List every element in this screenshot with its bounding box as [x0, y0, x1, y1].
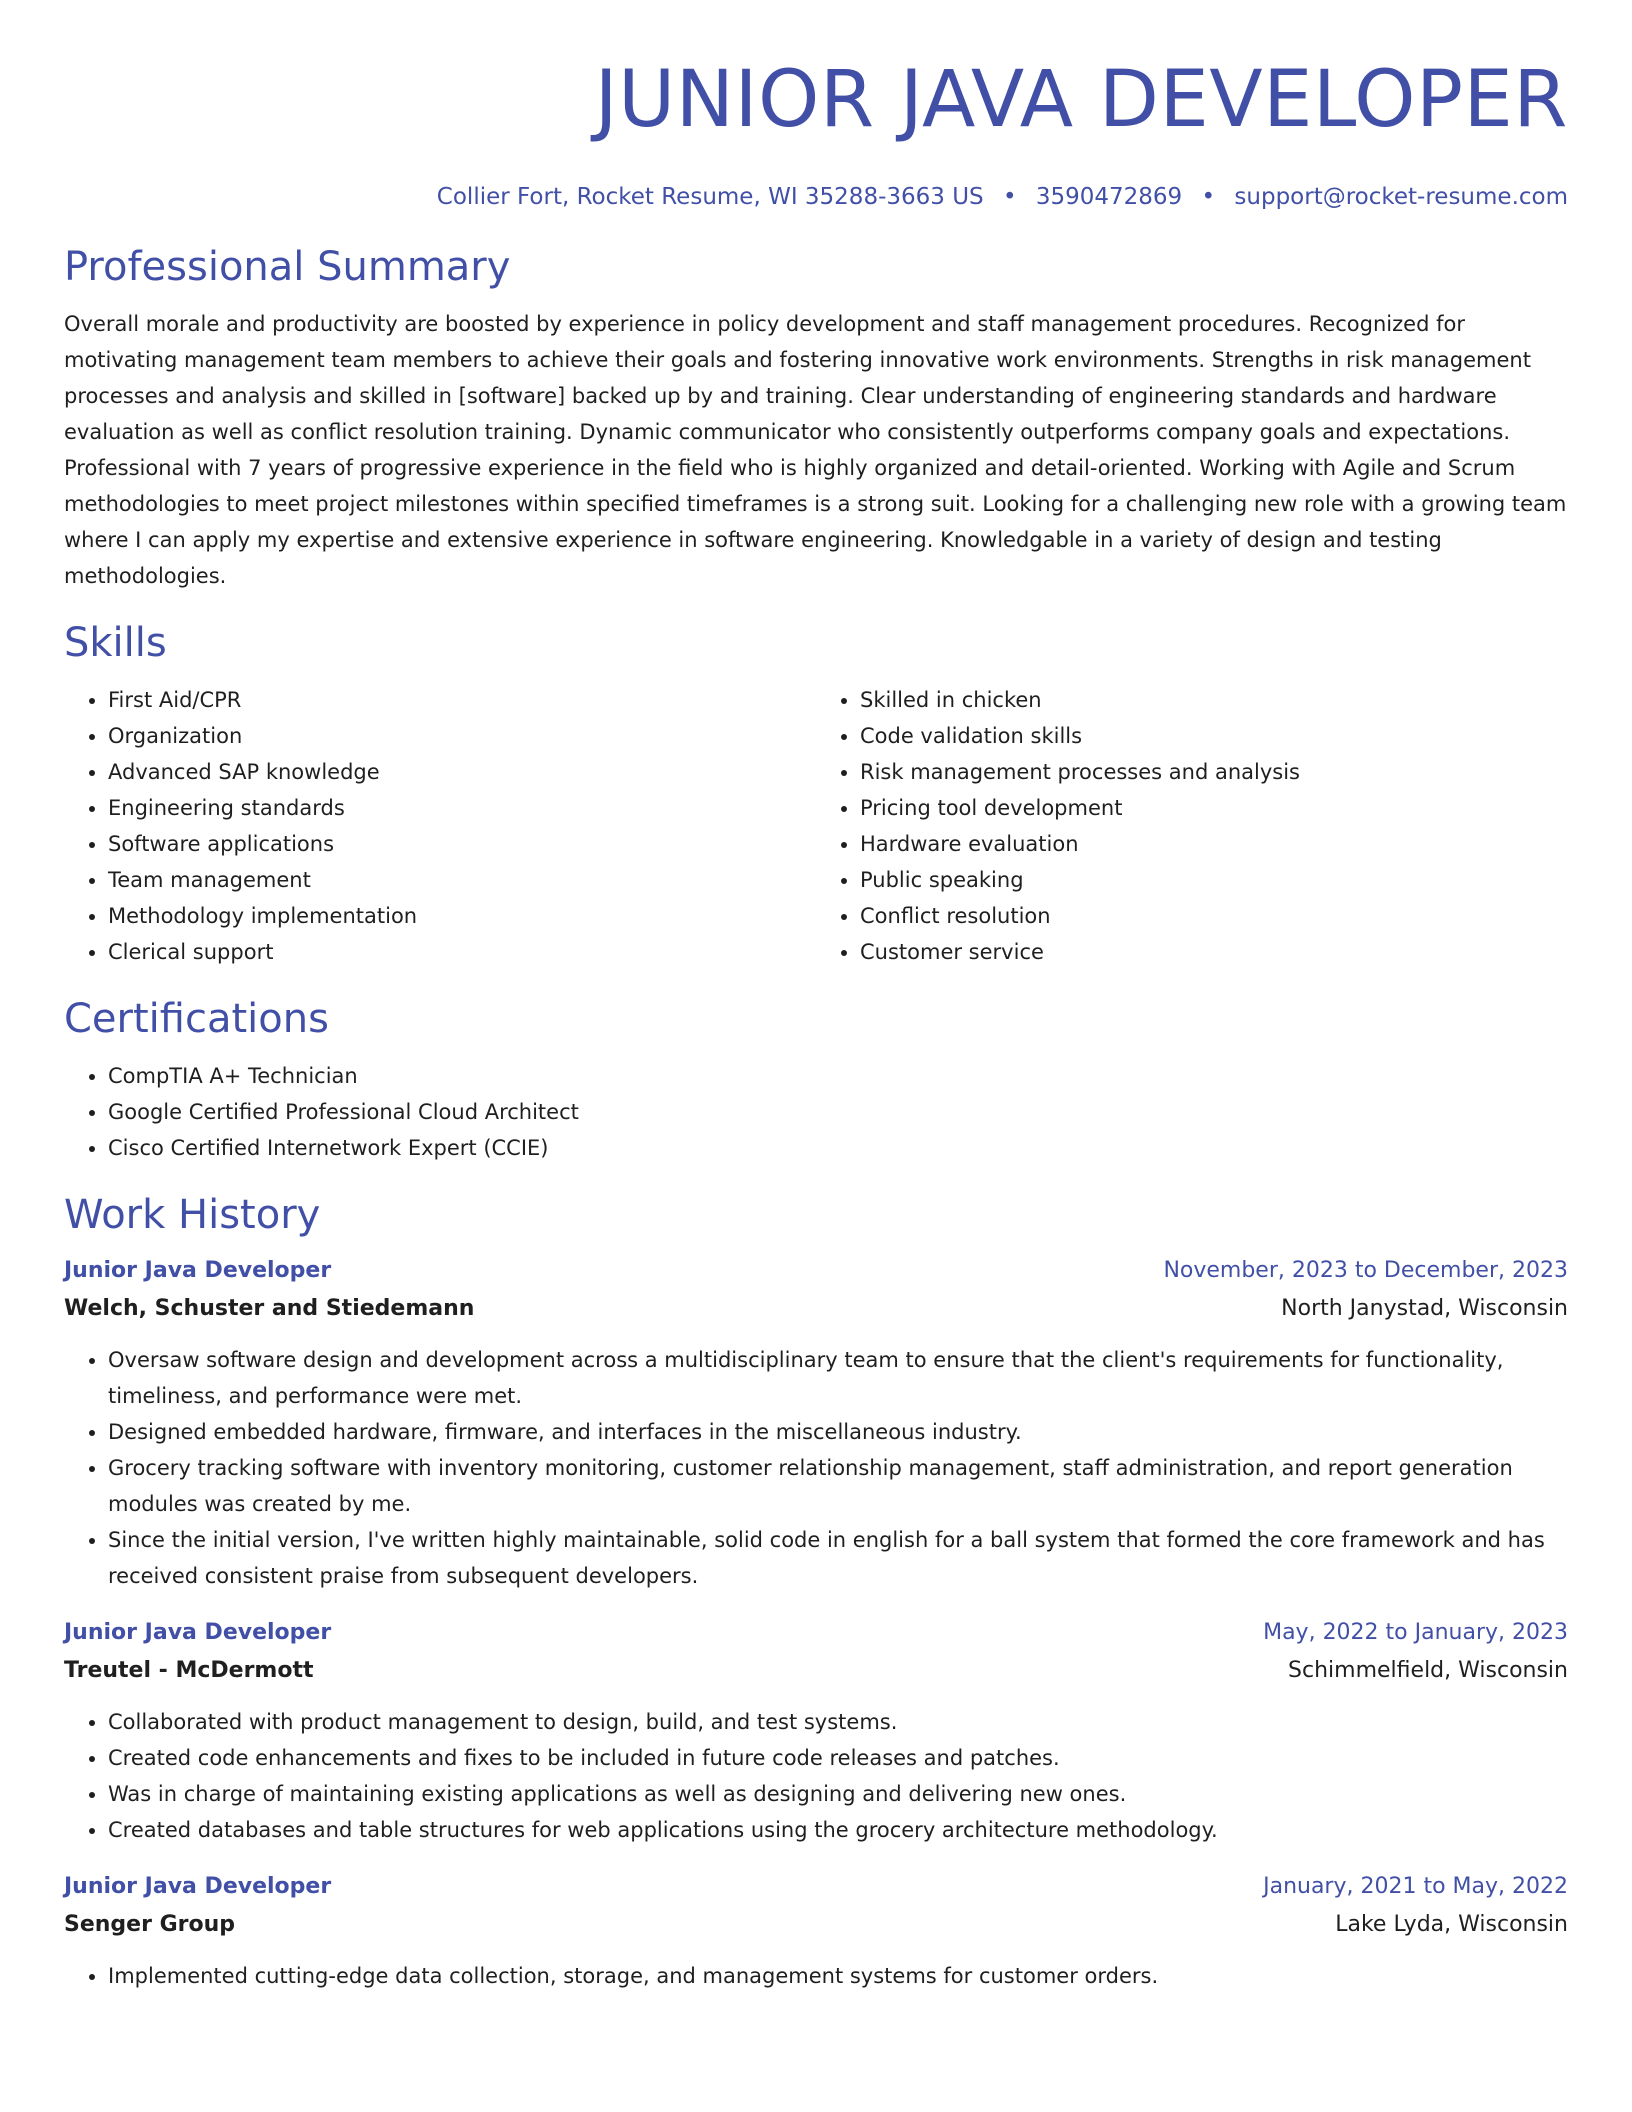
list-item: • Implemented cutting-edge data collection, storage, and management systems for customer orders.: [108, 1958, 1568, 1994]
job-company: Welch, Schuster and Stiedemann: [64, 1296, 475, 1321]
list-item: • Hardware evaluation: [860, 826, 1568, 862]
job-header-row: [64, 1868, 1568, 1906]
list-item: • Google Certified Professional Cloud Architect: [108, 1094, 1568, 1130]
job-bullets: [64, 1342, 1568, 1594]
work-history-heading: Work History: [64, 1192, 321, 1238]
list-item: • Since the initial version, I've written highly maintainable, solid code in english for a ball system that formed the core framework and has received consistent praise from subsequent developers.: [108, 1522, 1568, 1594]
list-item: • Public speaking: [860, 862, 1568, 898]
job-entry: [64, 1614, 1568, 1848]
job-title: Junior Java Developer: [64, 1620, 332, 1645]
certifications-heading: Certifications: [64, 996, 329, 1042]
address-text: Collier Fort, Rocket Resume, WI 35288-3663 US: [436, 184, 984, 210]
list-item: • Software applications: [108, 826, 816, 862]
work-history-section: [64, 1190, 1568, 1994]
job-company: Senger Group: [64, 1912, 236, 1937]
job-location: Schimmelfield, Wisconsin: [1288, 1658, 1568, 1683]
list-item: • Collaborated with product management to design, build, and test systems.: [108, 1704, 1568, 1740]
job-header-row: [64, 1614, 1568, 1652]
list-item: • Risk management processes and analysis: [860, 754, 1568, 790]
list-item: • Pricing tool development: [860, 790, 1568, 826]
skills-grid: [64, 682, 1568, 970]
list-item: • Grocery tracking software with inventory monitoring, customer relationship management, staff administration, and report generation modules was created by me.: [108, 1450, 1568, 1522]
list-item: • Cisco Certified Internetwork Expert (CCIE): [108, 1130, 1568, 1166]
list-item: • Oversaw software design and development across a multidisciplinary team to ensure that the client's requirements for functionality, timeliness, and performance were met.: [108, 1342, 1568, 1414]
job-company-row: [64, 1906, 1568, 1944]
job-dates: May, 2022 to January, 2023: [1263, 1620, 1568, 1645]
list-item: • Conflict resolution: [860, 898, 1568, 934]
skills-list-right: [816, 682, 1568, 970]
summary-heading: Professional Summary: [64, 244, 511, 290]
job-company: Treutel - McDermott: [64, 1658, 314, 1683]
list-item: • CompTIA A+ Technician: [108, 1058, 1568, 1094]
certifications-section: [64, 994, 1568, 1166]
skills-heading: Skills: [64, 620, 167, 666]
job-location: North Janystad, Wisconsin: [1281, 1296, 1568, 1321]
job-entry: [64, 1252, 1568, 1594]
job-bullets: [64, 1704, 1568, 1848]
job-company-row: [64, 1290, 1568, 1328]
job-header-row: [64, 1252, 1568, 1290]
skills-list-left: [64, 682, 816, 970]
list-item: • Team management: [108, 862, 816, 898]
list-item: • Advanced SAP knowledge: [108, 754, 816, 790]
list-item: • Designed embedded hardware, firmware, and interfaces in the miscellaneous industry.: [108, 1414, 1568, 1450]
list-item: • Engineering standards: [108, 790, 816, 826]
contact-line: [64, 182, 1568, 212]
list-item: • Skilled in chicken: [860, 682, 1568, 718]
email-link[interactable]: support@rocket-resume.com: [1234, 184, 1568, 210]
summary-section: [64, 242, 1568, 594]
list-item: • Code validation skills: [860, 718, 1568, 754]
job-entry: [64, 1868, 1568, 1994]
job-company-row: [64, 1652, 1568, 1690]
job-dates: January, 2021 to May, 2022: [1263, 1874, 1568, 1899]
job-bullets: [64, 1958, 1568, 1994]
job-dates: November, 2023 to December, 2023: [1163, 1258, 1568, 1283]
list-item: • Created databases and table structures for web applications using the grocery architecture methodology.: [108, 1812, 1568, 1848]
separator-dot: •: [1002, 184, 1017, 210]
page-title: JUNIOR JAVA DEVELOPER: [594, 55, 1568, 145]
summary-text: Overall morale and productivity are boosted by experience in policy development and staff management procedures. Recognized for motivating management team members to achieve their goals and fostering innovative work environments. Strengths in risk management processes and analysis and skilled in [software] backed up by and training. Clear understanding of engineering standards and hardware evaluation as well as conflict resolution training. Dynamic communicator who consistently outperforms company goals and expectations. Professional with 7 years of progressive experience in the field who is highly organized and detail-oriented. Working with Agile and Scrum methodologies to meet project milestones within specified timeframes is a strong suit. Looking for a challenging new role with a growing team where I can apply my expertise and extensive experience in software engineering. Knowledgable in a variety of design and testing methodologies.: [64, 312, 1567, 588]
separator-dot: •: [1201, 184, 1216, 210]
list-item: • Customer service: [860, 934, 1568, 970]
job-location: Lake Lyda, Wisconsin: [1335, 1912, 1568, 1937]
job-title: Junior Java Developer: [64, 1258, 332, 1283]
skills-section: [64, 618, 1568, 970]
resume-header: [64, 50, 1568, 212]
list-item: • First Aid/CPR: [108, 682, 816, 718]
phone-text: 3590472869: [1035, 184, 1183, 210]
list-item: • Was in charge of maintaining existing applications as well as designing and delivering new ones.: [108, 1776, 1568, 1812]
list-item: • Organization: [108, 718, 816, 754]
list-item: • Created code enhancements and fixes to be included in future code releases and patches.: [108, 1740, 1568, 1776]
job-title: Junior Java Developer: [64, 1874, 332, 1899]
list-item: • Clerical support: [108, 934, 816, 970]
certifications-list: [64, 1058, 1568, 1166]
list-item: • Methodology implementation: [108, 898, 816, 934]
